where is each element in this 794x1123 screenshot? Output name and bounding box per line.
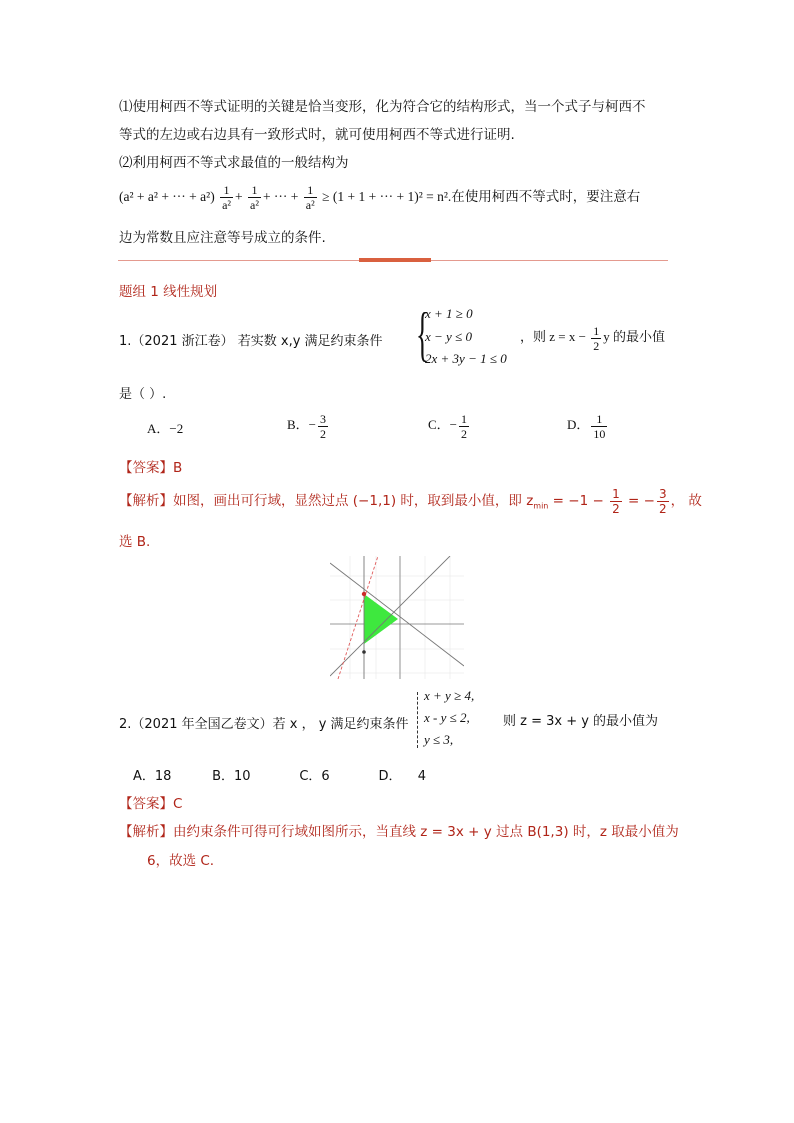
q2-brace [417, 692, 420, 748]
q1-answer: 【答案】B [119, 460, 183, 476]
intro-formula: (a² + a² + ··· + a²) $\frac{1}{\text{a²}}$ + $\frac{1}{\text{a²}}$ + ··· + $\frac{1}{\text{a²}}$ ≥ (1 + 1 + ··· + 1)² = n².在使用柯西不等式时，要注意右 [119, 183, 641, 213]
option-value: −2 [169, 421, 184, 436]
formula-tail: 在使用柯西不等式时，要注意右 [451, 189, 641, 205]
formula-left: (a² + a² + ··· + a²) [119, 189, 215, 204]
q1-option-a[interactable] [147, 418, 183, 437]
q1-tail: 是（ ）. [119, 387, 167, 402]
analysis-pre: 【解析】如图，画出可行域，显然过点 (−1,1) 时，取到最小值，即 z [119, 493, 534, 509]
q1-option-b[interactable] [287, 410, 330, 441]
q2-constraint-3: y ≤ 3, [424, 732, 454, 747]
option-label: C． [428, 417, 450, 432]
q2-objective: 则 z = 3x + y 的最小值为 [503, 714, 659, 729]
q1-analysis [119, 486, 702, 522]
intro-line-3: ⑵利用柯西不等式求最值的一般结构为 [119, 155, 349, 171]
option-label: D． [567, 417, 590, 432]
option-sign: − [449, 417, 458, 432]
intro-line-2: 等式的左边或右边具有一致形式时，就可使用柯西不等式进行证明. [119, 127, 515, 143]
q1-option-c[interactable] [428, 410, 471, 441]
q2-answer: 【答案】C [119, 796, 183, 812]
option-sign: − [308, 417, 317, 432]
vertex-point [362, 650, 366, 654]
q1-objective-pre: ，则 z = x − [520, 329, 586, 344]
q2-constraint-1: x + y ≥ 4, [424, 688, 475, 703]
q1-constraint-1: x + 1 ≥ 0 [425, 306, 473, 321]
analysis-post: ， 故 [670, 493, 702, 509]
q2-options[interactable]: A．18 B．10 C．6 D． 4 [133, 769, 427, 784]
q1-option-d[interactable] [567, 410, 609, 441]
frac-2: $\frac{1}{\text{a²}}$ [250, 183, 259, 213]
option-label: B． [287, 417, 309, 432]
section-title: 题组 1 线性规划 [119, 284, 218, 300]
q1-constraint-3: 2x + 3y − 1 ≤ 0 [425, 351, 507, 366]
option-frac: $\frac{1}{10}$ [593, 411, 606, 441]
intro-line-5: 边为常数且应注意等号成立的条件. [119, 230, 326, 246]
analysis-eq: = − [623, 493, 655, 509]
analysis-mid: = −1 − [548, 493, 604, 509]
intro-line-1: ⑴使用柯西不等式证明的关键是恰当变形，化为符合它的结构形式，当一个式子与柯西不 [119, 99, 646, 115]
q1-brace: { [416, 301, 429, 367]
q2-prefix: 2.（2021 年全国乙卷文）若 x ， y 满足约束条件 [119, 717, 409, 732]
q1-objective [520, 322, 665, 353]
q1-feasible-region-graph [330, 556, 464, 679]
analysis-frac-2: $\frac{3}{2}$ [658, 486, 667, 516]
q1-prefix: 1.（2021 浙江卷） 若实数 x,y 满足约束条件 [119, 334, 383, 349]
optimal-point [362, 592, 366, 596]
frac-1: $\frac{1}{\text{a²}}$ [222, 183, 231, 213]
option-label: A． [147, 421, 170, 436]
q1-constraint-2: x − y ≤ 0 [425, 329, 472, 344]
q1-analysis-line-2: 选 B. [119, 534, 151, 550]
q2-constraint-2: x - y ≤ 2, [424, 710, 470, 725]
q2-analysis-line-2: 6，故选 C. [147, 853, 215, 869]
option-frac: $\frac{1}{2}$ [461, 411, 468, 441]
section-divider-accent [359, 258, 431, 262]
frac-3: $\frac{1}{\text{a²}}$ [305, 183, 315, 213]
option-frac: $\frac{3}{2}$ [320, 411, 327, 441]
formula-right: ≥ (1 + 1 + ··· + 1)² = n². [322, 189, 452, 204]
q1-objective-post: y 的最小值 [603, 329, 665, 344]
q1-objective-frac: $\frac{1}{2}$ [593, 323, 600, 353]
q2-analysis-line-1: 【解析】由约束条件可得可行域如图所示，当直线 z = 3x + y 过点 B(1,3) 时，z 取最小值为 [119, 824, 679, 840]
analysis-frac-1: $\frac{1}{2}$ [612, 486, 620, 516]
analysis-sub: min [533, 501, 549, 511]
